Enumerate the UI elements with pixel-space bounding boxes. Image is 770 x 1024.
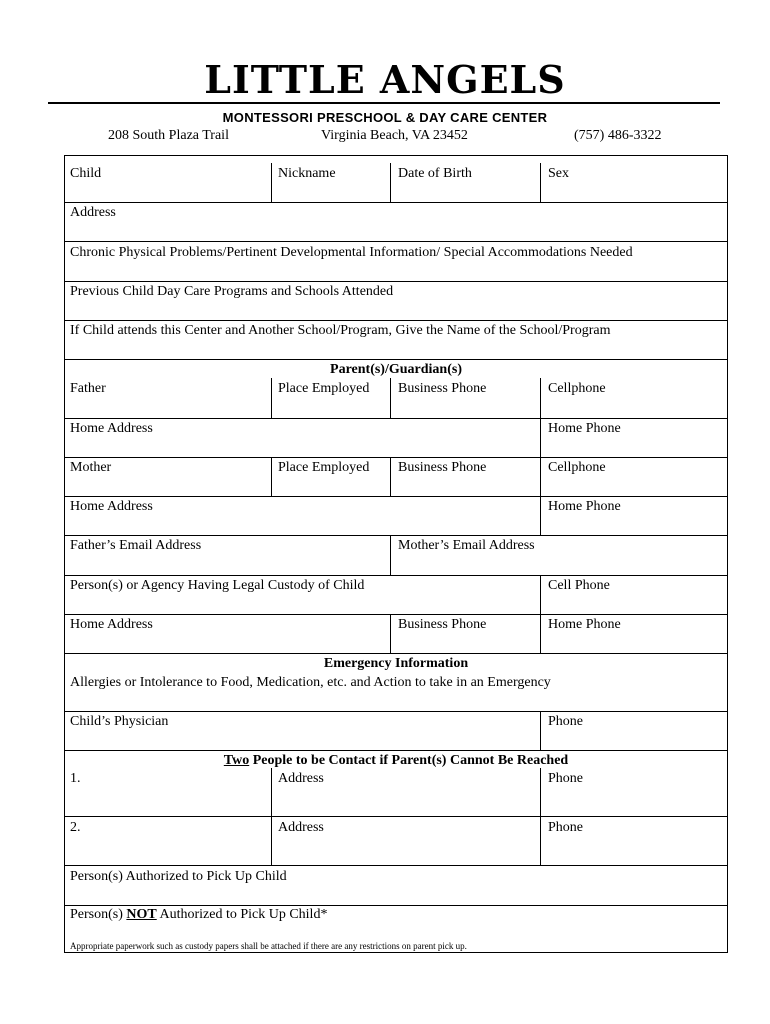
physician-field[interactable]: Child’s Physician [70,714,169,729]
column-divider [540,378,541,418]
page-title: LITTLE ANGELS [204,57,566,102]
column-divider [540,711,541,750]
row-divider [64,496,728,497]
contacts-heading-text: People to be Contact if Parent(s) Cannot Be Reached [249,753,569,768]
contacts-heading-underlined: Two [223,753,250,768]
contact-2-address-field[interactable]: Address [278,820,324,835]
mother-field[interactable]: Mother [70,460,112,475]
allergies-field[interactable]: Allergies or Intolerance to Food, Medication, etc. and Action to take in an Emergency [70,675,551,690]
row-divider [64,418,728,419]
child-name-field[interactable]: Child [70,166,102,181]
row-divider [64,281,728,282]
column-divider [271,163,272,202]
column-divider [271,457,272,496]
column-divider [540,575,541,614]
column-divider [390,457,391,496]
chronic-problems-field[interactable]: Chronic Physical Problems/Pertinent Developmental Information/ Special Accommodations Needed [70,245,633,260]
row-divider [64,865,728,866]
other-school-field[interactable]: If Child attends this Center and Another School/Program, Give the Name of the School/Program [70,323,611,338]
column-divider [271,378,272,418]
mother-home-address-field[interactable]: Home Address [70,499,153,514]
column-divider [540,496,541,535]
contact-2-name-field[interactable]: 2. [70,820,81,835]
column-divider [540,418,541,457]
contact-2-phone-field[interactable]: Phone [548,820,583,835]
father-home-address-field[interactable]: Home Address [70,421,153,436]
city-address: Virginia Beach, VA 23452 [321,128,468,143]
contact-1-address-field[interactable]: Address [278,771,324,786]
center-phone: (757) 486-3322 [574,128,662,143]
emergency-contacts-heading [64,753,728,769]
emergency-heading: Emergency Information [323,656,469,671]
row-divider [64,816,728,817]
parents-heading: Parent(s)/Guardian(s) [330,362,462,377]
father-cellphone-field[interactable]: Cellphone [548,381,606,396]
custody-home-phone-field[interactable]: Home Phone [548,617,621,632]
row-divider [64,711,728,712]
row-divider [64,535,728,536]
column-divider [390,535,391,575]
column-divider [390,614,391,653]
mother-place-employed-field[interactable]: Place Employed [278,460,370,475]
father-email-field[interactable]: Father’s Email Address [70,538,202,553]
authorized-pickup-field[interactable]: Person(s) Authorized to Pick Up Child [70,869,287,884]
contact-1-phone-field[interactable]: Phone [548,771,583,786]
column-divider [390,378,391,418]
legal-custody-field[interactable]: Person(s) or Agency Having Legal Custody of Child [70,578,365,593]
not-authorized-prefix: Person(s) [70,907,127,922]
row-divider [64,614,728,615]
mother-business-phone-field[interactable]: Business Phone [398,460,487,475]
not-authorized-suffix: Authorized to Pick Up Child* [156,907,328,922]
father-home-phone-field[interactable]: Home Phone [548,421,621,436]
column-divider [271,768,272,865]
column-divider [540,614,541,653]
custody-home-address-field[interactable]: Home Address [70,617,153,632]
child-address-field[interactable]: Address [70,205,116,220]
father-field[interactable]: Father [70,381,106,396]
title-underline [48,102,720,104]
row-divider [64,320,728,321]
physician-phone-field[interactable]: Phone [548,714,583,729]
row-divider [64,905,728,906]
page-subtitle: MONTESSORI PRESCHOOL & DAY CARE CENTER [222,110,548,125]
row-divider [64,241,728,242]
nickname-field[interactable]: Nickname [278,166,336,181]
column-divider [540,457,541,496]
date-of-birth-field[interactable]: Date of Birth [398,166,472,181]
row-divider [64,750,728,751]
pickup-footnote: Appropriate paperwork such as custody papers shall be attached if there are any restrictions on parent pick up. [70,941,467,951]
not-authorized-emphasis: NOT [126,907,157,922]
mother-email-field[interactable]: Mother’s Email Address [398,538,535,553]
column-divider [540,163,541,202]
sex-field[interactable]: Sex [548,166,569,181]
row-divider [64,457,728,458]
father-business-phone-field[interactable]: Business Phone [398,381,487,396]
mother-home-phone-field[interactable]: Home Phone [548,499,621,514]
row-divider [64,359,728,360]
mother-cellphone-field[interactable]: Cellphone [548,460,606,475]
row-divider [64,202,728,203]
contact-1-name-field[interactable]: 1. [70,771,81,786]
row-divider [64,575,728,576]
column-divider [390,163,391,202]
custody-business-phone-field[interactable]: Business Phone [398,617,487,632]
street-address: 208 South Plaza Trail [108,128,229,143]
row-divider [64,653,728,654]
custody-cell-phone-field[interactable]: Cell Phone [548,578,610,593]
father-place-employed-field[interactable]: Place Employed [278,381,370,396]
enrollment-form [64,155,728,953]
previous-programs-field[interactable]: Previous Child Day Care Programs and Schools Attended [70,284,394,299]
column-divider [540,768,541,865]
not-authorized-pickup-field[interactable] [70,907,327,923]
